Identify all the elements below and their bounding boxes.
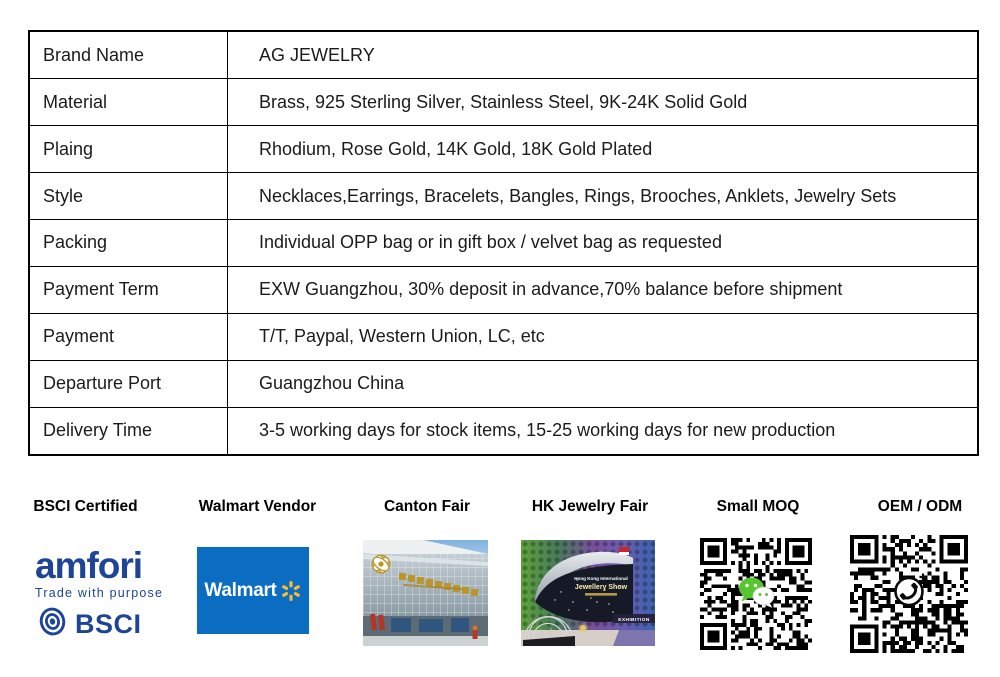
table-cell-value: AG JEWELRY (228, 31, 979, 79)
badge-hk-jewelry-fair: HK Jewelry Fair (531, 498, 649, 515)
table-row (29, 173, 978, 220)
canton-fair-photo (363, 540, 488, 646)
table-cell-label: Material (29, 79, 228, 126)
table-cell-label: Brand Name (29, 31, 228, 79)
walmart-logo (197, 547, 309, 634)
walmart-spark-icon (280, 580, 302, 602)
spec-table (28, 30, 979, 456)
bsci-spiral-icon (37, 605, 68, 643)
walmart-wordmark: Walmart (204, 579, 277, 601)
table-cell-label: Payment (29, 313, 228, 360)
table-cell-value: Brass, 925 Sterling Silver, Stainless Steel, 9K-24K Solid Gold (228, 79, 979, 126)
badge-small-moq: Small MOQ (716, 498, 800, 515)
whatsapp-qr-code (850, 534, 968, 654)
badge-oem-odm: OEM / ODM (877, 498, 963, 515)
table-cell-label: Style (29, 173, 228, 220)
table-cell-label: Packing (29, 220, 228, 267)
hk-show-logo-mark (619, 547, 629, 555)
table-cell-value: Rhodium, Rose Gold, 14K Gold, 18K Gold Plated (228, 126, 979, 173)
hk-jewelry-fair-photo (521, 540, 655, 646)
table-cell-value: Individual OPP bag or in gift box / velvet bag as requested (228, 220, 979, 267)
wechat-icon (736, 575, 776, 614)
wechat-qr-code (700, 538, 812, 650)
hk-exhibition-label: EXHIBITION (618, 617, 650, 623)
bsci-wordmark: BSCI (75, 608, 142, 639)
amfori-tagline: Trade with purpose (35, 586, 164, 600)
amfori-bsci-logo (35, 545, 170, 651)
table-row (29, 126, 978, 173)
table-cell-value: EXW Guangzhou, 30% deposit in advance,70% balance before shipment (228, 266, 979, 313)
table-cell-value: T/T, Paypal, Western Union, LC, etc (228, 313, 979, 360)
table-row (29, 360, 978, 407)
hk-show-line1: Hong Kong International (574, 576, 628, 581)
table-row (29, 79, 978, 126)
table-cell-label: Departure Port (29, 360, 228, 407)
table-row (29, 31, 978, 79)
table-row (29, 313, 978, 360)
badge-walmart-vendor: Walmart Vendor (198, 498, 317, 515)
table-row (29, 220, 978, 267)
table-row (29, 407, 978, 455)
phone-plus-icon (888, 571, 930, 618)
table-row (29, 266, 978, 313)
table-cell-label: Payment Term (29, 266, 228, 313)
table-cell-value: Necklaces,Earrings, Bracelets, Bangles, Rings, Brooches, Anklets, Jewelry Sets (228, 173, 979, 220)
hk-show-line2: Jewellery Show (574, 584, 628, 591)
table-cell-label: Delivery Time (29, 407, 228, 455)
amfori-wordmark: amfori (35, 545, 143, 586)
canton-pedestrian (473, 626, 478, 640)
badge-canton-fair: Canton Fair (383, 498, 471, 515)
table-cell-value: 3-5 working days for stock items, 15-25 working days for new production (228, 407, 979, 455)
table-cell-label: Plaing (29, 126, 228, 173)
badge-bsci-certified: BSCI Certified (33, 498, 138, 515)
table-cell-value: Guangzhou China (228, 360, 979, 407)
